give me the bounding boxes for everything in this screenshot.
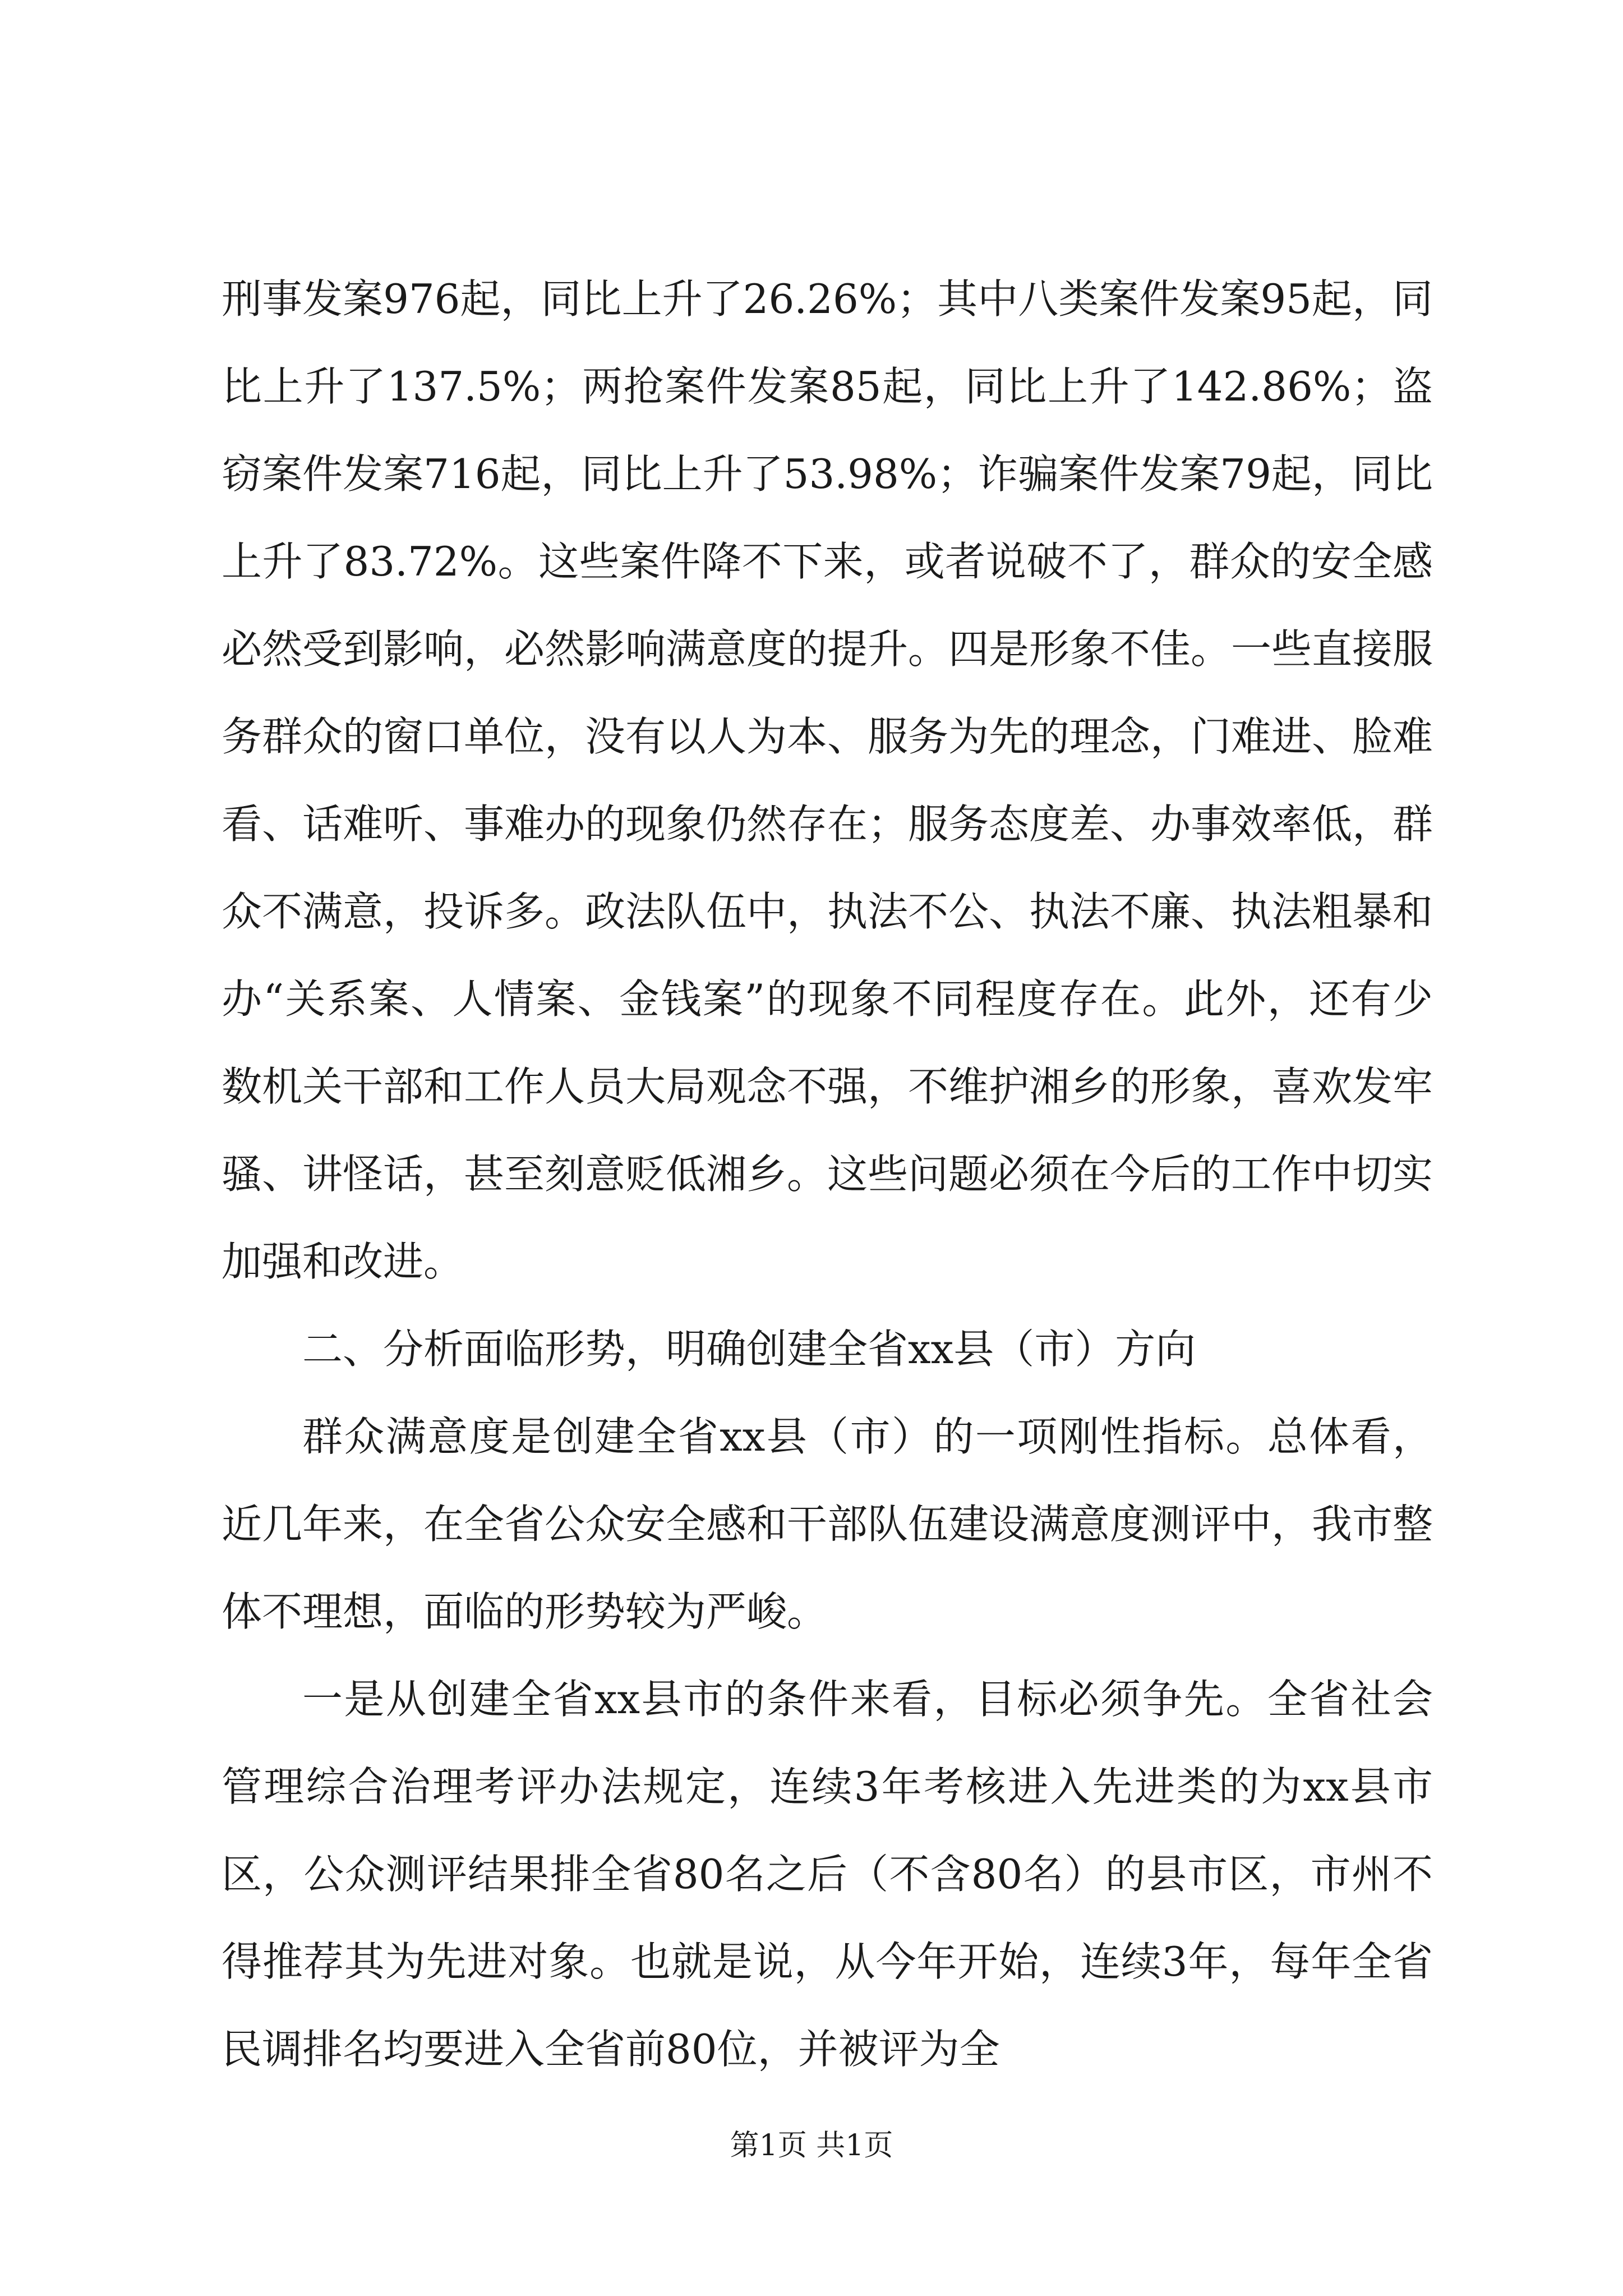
paragraph-4: 一是从创建全省xx县市的条件来看，目标必须争先。全省社会管理综合治理考评办法规定，连续3年考核进入先进类的为xx县市区，公众测评结果排全省80名之后（不含80名）的县市区，市州不得推荐其为先进对象。也就是说，从今年开始，连续3年，每年全省民调排名均要进入全省前80位，并被评为全 <box>222 1676 1433 2073</box>
paragraph-1: 刑事发案976起，同比上升了26.26%；其中八类案件发案95起，同比上升了137.5%；两抢案件发案85起，同比上升了142.86%；盗窃案件发案716起，同比上升了53.98%；诈骗案件发案79起，同比上升了83.72%。这些案件降不下来，或者说破不了，群众的安全感必然受到影响，必然影响满意度的提升。四是形象不佳。一些直接服务群众的窗口单位，没有以人为本、服务为先的理念，门难进、脸难看、话难听、事难办的现象仍然存在；服务态度差、办事效率低，群众不满意，投诉多。政法队伍中，执法不公、执法不廉、执法粗暴和办“关系案、人情案、金钱案”的现象不同程度存在。此外，还有少数机关干部和工作人员大局观念不强，不维护湘乡的形象，喜欢发牢骚、讲怪话，甚至刻意贬低湘乡。这些问题必须在今后的工作中切实加强和改进。 <box>222 275 1433 1285</box>
page-footer: 第1页 共1页 <box>730 2129 893 2162</box>
document-body <box>222 255 1433 2093</box>
section-heading: 二、分析面临形势，明确创建全省xx县（市）方向 <box>302 1326 1196 1373</box>
paragraph-3: 群众满意度是创建全省xx县（市）的一项刚性指标。总体看，近几年来，在全省公众安全感和干部队伍建设满意度测评中，我市整体不理想，面临的形势较为严峻。 <box>222 1413 1433 1635</box>
